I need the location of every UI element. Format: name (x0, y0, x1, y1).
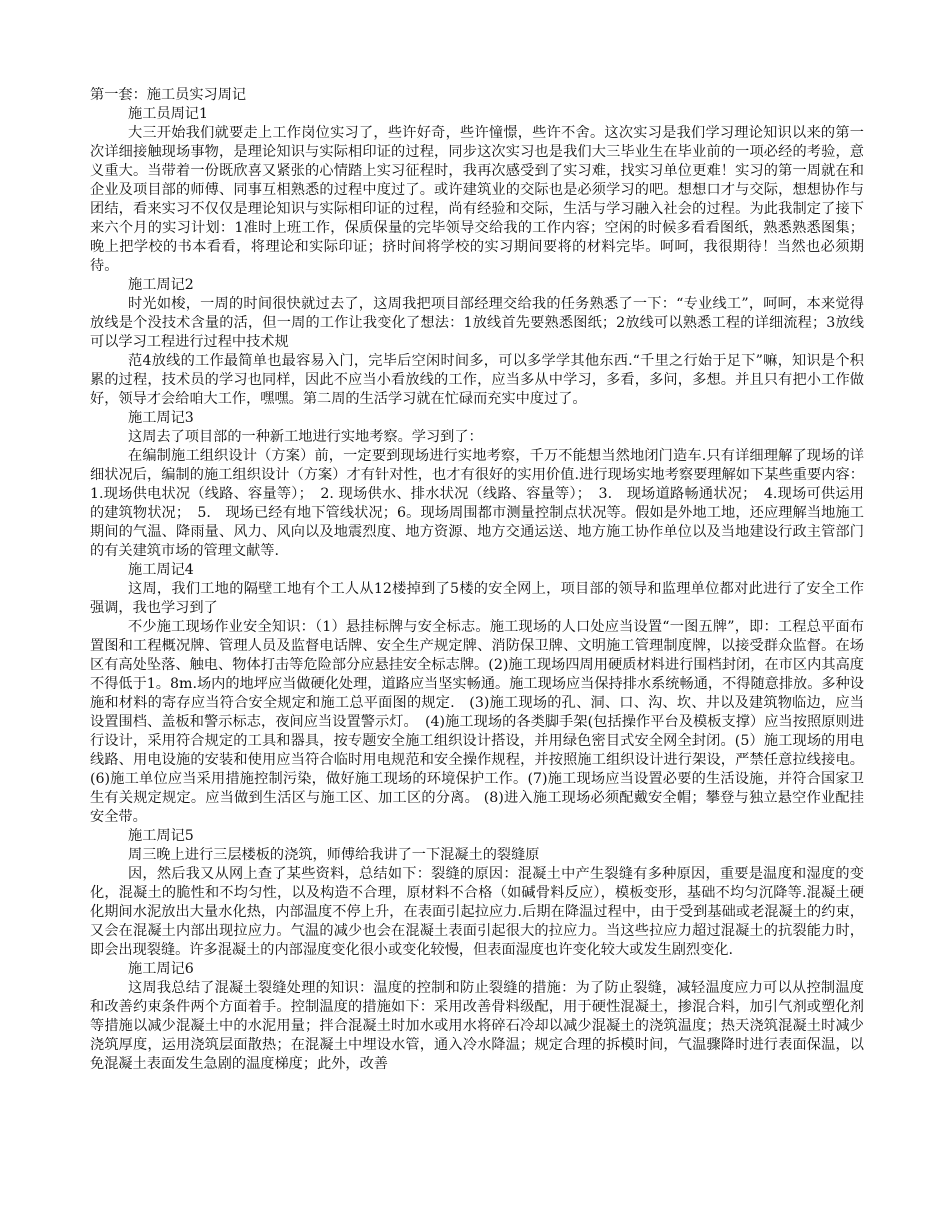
body-paragraph: 范4放线的工作最简单也最容易入门，完毕后空闲时间多，可以多学学其他东西.“千里之行始于足下”嘛，知识是个积累的过程，技术员的学习也同样，因此不应当小看放线的工作，应当多从中学习，多看，多问，多想。并且只有把小工作做好，领导才会给咱大工作，嘿嘿。第二周的生活学习就在忙碌而充实中度过了。 (90, 353, 864, 407)
section-heading: 施工周记5 (128, 828, 194, 844)
section-heading: 施工周记3 (128, 410, 194, 426)
body-paragraph: 因，然后我又从网上查了某些资料，总结如下：裂缝的原因：混凝土中产生裂缝有多种原因，重要是温度和湿度的变化，混凝土的脆性和不均匀性，以及构造不合理，原材料不合格（如碱骨料反应），模板变形，基础不均匀沉降等.混凝土硬化期间水泥放出大量水化热，内部温度不停上升，在表面引起拉应力.后期在降温过程中，由于受到基础或老混凝土的约束，又会在混凝土内部出现拉应力。气温的减少也会在混凝土表面引起很大的拉应力。当这些拉应力超过混凝土的抗裂能力时，即会出现裂缝。许多混凝土的内部湿度变化很小或变化较慢，但表面湿度也许变化较大或发生剧烈变化. (90, 866, 864, 958)
body-paragraph: 这周去了项目部的一种新工地进行实地考察。学习到了： (128, 429, 483, 445)
document-title: 第一套：施工员实习周记 (90, 87, 247, 103)
section-heading: 施工周记6 (128, 961, 194, 977)
body-paragraph: 大三开始我们就要走上工作岗位实习了，些许好奇，些许憧憬，些许不舍。这次实习是我们学习理论知识以来的第一次详细接触现场事物，是理论知识与实际相印证的过程，同步这次实习也是我们大三毕业生在毕业前的一项必经的考验，意义重大。当带着一份既欣喜又紧张的心情踏上实习征程时，我再次感受到了实习难，找实习单位更难！实习的第一周就在和企业及项目部的师傅、同事互相熟悉的过程中度过了。或许建筑业的交际也是必须学习的吧。想想口才与交际，想想协作与团结，看来实习不仅仅是理论知识与实际相印证的过程，尚有经验和交际，生活与学习融入社会的过程。为此我制定了接下来六个月的实习计划：1准时上班工作，保质保量的完毕领导交给我的工作内容；空闲的时候多看看图纸，熟悉熟悉图集；晚上把学校的书本看看，将理论和实际印证；挤时间将学校的实习期间要将的材料完毕。呵呵，我很期待！当然也必须期待。 (90, 125, 864, 274)
document-body (90, 105, 864, 1074)
section-heading: 施工周记4 (128, 562, 194, 578)
body-paragraph: 这周我总结了混凝土裂缝处理的知识：温度的控制和防止裂缝的措施：为了防止裂缝，减轻温度应力可以从控制温度和改善约束条件两个方面着手。控制温度的措施如下：采用改善骨料级配，用于硬性混凝土，掺混合料，加引气剂或塑化剂等措施以减少混凝土中的水泥用量；拌合混凝土时加水或用水将碎石冷却以减少混凝土的浇筑温度；热天浇筑混凝土时减少浇筑厚度，运用浇筑层面散热；在混凝土中埋设水管，通入冷水降温；规定合理的拆模时间，气温骤降时进行表面保温，以免混凝土表面发生急剧的温度梯度；此外，改善 (90, 980, 864, 1072)
section-heading: 施工周记2 (128, 277, 194, 293)
body-paragraph: 不少施工现场作业安全知识：（1）悬挂标牌与安全标志。施工现场的人口处应当设置“一图五牌”，即：工程总平面布置图和工程概况牌、管理人员及监督电话牌、安全生产规定牌、消防保卫牌、文明施工管理制度牌，以接受群众监督。在场区有高处坠落、触电、物体打击等危险部分应悬挂安全标志牌。(2)施工现场四周用硬质材料进行围档封闭，在市区内其高度不得低于1。8m.场内的地坪应当做硬化处理，道路应当坚实畅通。施工现场应当保持排水系统畅通，不得随意排放。多种设施和材料的寄存应当符合安全规定和施工总平面图的规定. (3)施工现场的孔、洞、口、沟、坎、井以及建筑物临边，应当设置围档、盖板和警示标志，夜间应当设置警示灯。 (4)施工现场的各类脚手架(包括操作平台及模板支撑）应当按照原则进行设计，采用符合规定的工具和器具，按专题安全施工组织设计搭设，并用绿色密目式安全网全封闭。(5）施工现场的用电线路、用电设施的安装和使用应当符合临时用电规范和安全操作规程，并按照施工组织设计进行架设，严禁任意拉线接电。(6)施工单位应当采用措施控制污染，做好施工现场的环境保护工作。(7)施工现场应当设置必要的生活设施，并符合国家卫生有关规定规定。应当做到生活区与施工区、加工区的分离。 (8)进入施工现场必须配戴安全帽；攀登与独立悬空作业配挂安全带。 (90, 619, 864, 825)
section-heading: 施工员周记1 (128, 106, 208, 122)
body-paragraph: 在编制施工组织设计（方案）前，一定要到现场进行实地考察，千万不能想当然地闭门造车.只有详细理解了现场的详细状况后，编制的施工组织设计（方案）才有针对性，也才有很好的实用价值.进行现场实地考察要理解如下某些重要内容：1.现场供电状况（线路、容量等）； 2. 现场供水、排水状况（线路、容量等）； 3. 现场道路畅通状况； 4.现场可供运用的建筑物状况； 5. 现场已经有地下管线状况；6。现场周围都市测量控制点状况等。假如是外地工地，还应理解当地施工期间的气温、降雨量、风力、风向以及地震烈度、地方资源、地方交通运送、地方施工协作单位以及当地建设行政主管部门的有关建筑市场的管理文献等. (90, 448, 864, 559)
body-paragraph: 时光如梭，一周的时间很快就过去了，这周我把项目部经理交给我的任务熟悉了一下：“专业线工”，呵呵，本来觉得放线是个没技术含量的活，但一周的工作让我变化了想法：1放线首先要熟悉图纸；2放线可以熟悉工程的详细流程；3放线可以学习工程进行过程中技术规 (90, 296, 864, 350)
body-paragraph: 这周，我们工地的隔壁工地有个工人从12楼掉到了5楼的安全网上，项目部的领导和监理单位都对此进行了安全工作强调，我也学习到了 (90, 581, 864, 616)
body-paragraph: 周三晚上进行三层楼板的浇筑，师傅给我讲了一下混凝土的裂缝原 (128, 847, 540, 863)
